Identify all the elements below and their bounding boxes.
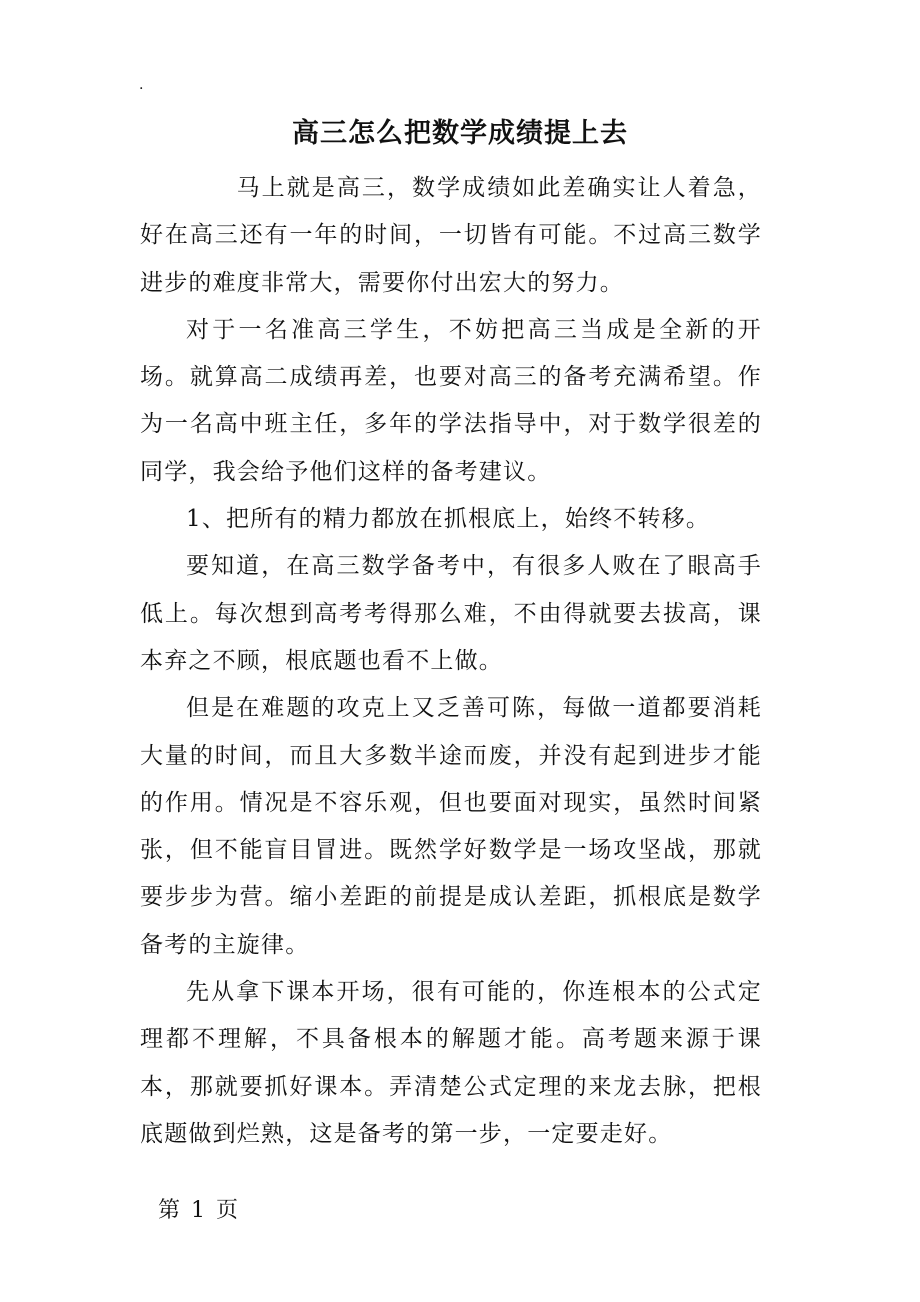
paragraph-reality: 但是在难题的攻克上又乏善可陈，每做一道都要消耗大量的时间，而且大多数半途而废，并没有起到进步才能的作用。情况是不容乐观，但也要面对现实，虽然时间紧张，但不能盲目冒进。既然学好数学是一场攻坚战，那就要步步为营。缩小差距的前提是成认差距，抓根底是数学备考的主旋律。 xyxy=(140,695,762,958)
paragraph-intro: 马上就是高三，数学成绩如此差确实让人着急，好在高三还有一年的时间，一切皆有可能。不过高三数学进步的难度非常大，需要你付出宏大的努力。 xyxy=(140,175,762,296)
paragraph-warning: 要知道，在高三数学备考中，有很多人败在了眼高手低上。每次想到高考考得那么难，不由得就要去拔高，课本弃之不顾，根底题也看不上做。 xyxy=(140,553,762,674)
paragraph-advice: 对于一名准高三学生，不妨把高三当成是全新的开场。就算高二成绩再差，也要对高三的备考充满希望。作为一名高中班主任，多年的学法指导中，对于数学很差的同学，我会给予他们这样的备考建议。 xyxy=(140,316,762,485)
paragraph-point-heading: 1、把所有的精力都放在抓根底上，始终不转移。 xyxy=(186,506,711,533)
page-marker: . xyxy=(139,77,144,93)
page-number: 第 1 页 xyxy=(158,1198,240,1223)
article-body xyxy=(140,165,762,1158)
paragraph-textbook: 先从拿下课本开场，很有可能的，你连根本的公式定理都不理解，不具备根本的解题才能。高考题来源于课本，那就要抓好课本。弄清楚公式定理的来龙去脉，把根底题做到烂熟，这是备考的第一步，一定要走好。 xyxy=(140,979,762,1147)
page-title: 高三怎么把数学成绩提上去 xyxy=(292,118,628,149)
